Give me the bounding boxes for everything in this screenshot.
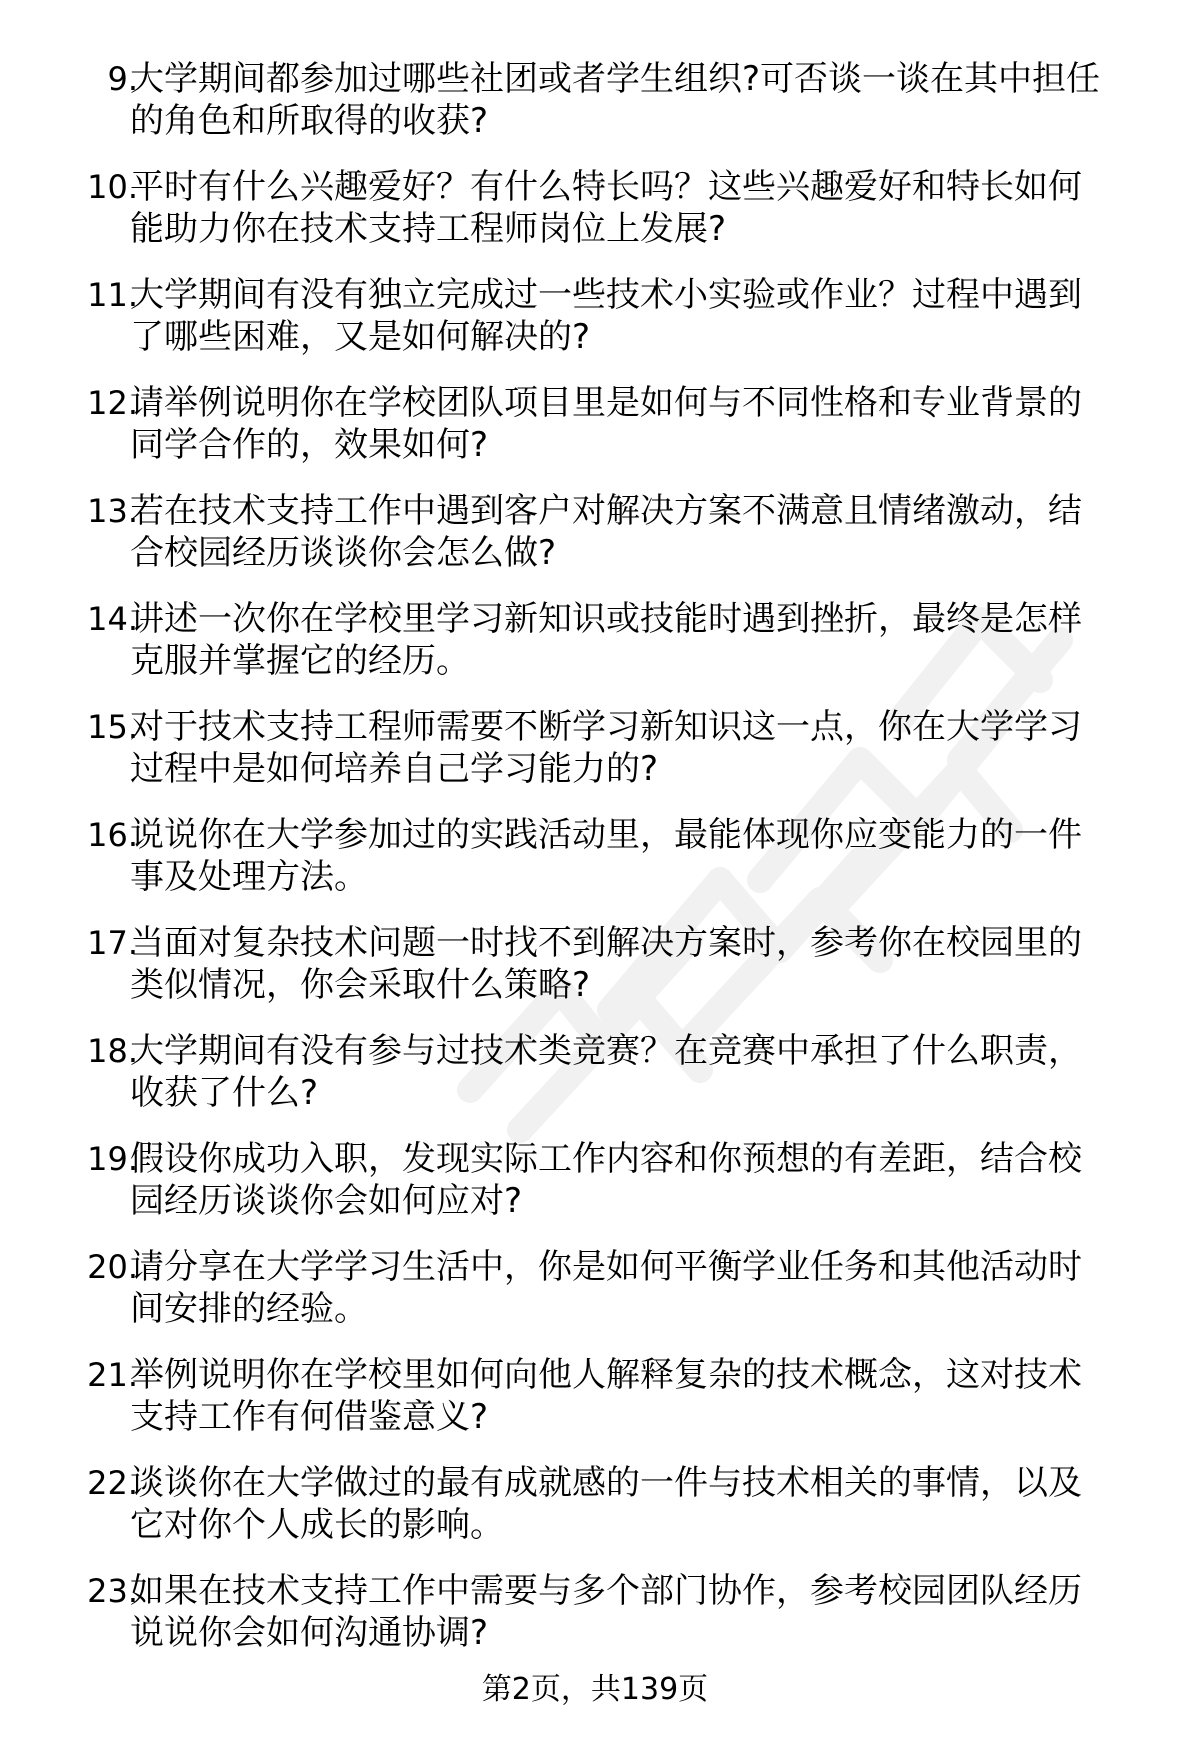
question-number: 12. <box>87 384 138 422</box>
question-line: 谈谈你在大学做过的最有成就感的一件与技术相关的事情，以及 <box>130 1463 1082 1503</box>
page-number: 第2页，共139页 <box>481 1672 709 1707</box>
question-line: 平时有什么兴趣爱好？有什么特长吗？这些兴趣爱好和特长如何 <box>130 167 1082 207</box>
question-item <box>0 1030 1190 1138</box>
question-item <box>0 1246 1190 1354</box>
question-item <box>0 382 1190 490</box>
question-line: 当面对复杂技术问题一时找不到解决方案时，参考你在校园里的 <box>130 923 1082 963</box>
question-text <box>130 706 1170 790</box>
question-number: 15. <box>87 708 138 746</box>
question-item <box>0 1462 1190 1570</box>
question-text <box>130 1246 1170 1330</box>
question-number: 22. <box>87 1464 138 1502</box>
question-text <box>130 1138 1170 1222</box>
question-text <box>130 1462 1170 1546</box>
question-line: 说说你在大学参加过的实践活动里，最能体现你应变能力的一件 <box>130 815 1082 855</box>
question-line: 讲述一次你在学校里学习新知识或技能时遇到挫折，最终是怎样 <box>130 599 1082 639</box>
question-text <box>130 166 1170 250</box>
question-line: 了哪些困难，又是如何解决的? <box>130 317 591 357</box>
question-text <box>130 274 1170 358</box>
question-line: 请分享在大学学习生活中，你是如何平衡学业任务和其他活动时 <box>130 1247 1082 1287</box>
question-line: 支持工作有何借鉴意义? <box>130 1397 489 1437</box>
question-line: 类似情况，你会采取什么策略? <box>130 965 591 1005</box>
question-number: 14. <box>87 600 138 638</box>
question-line: 的角色和所取得的收获? <box>130 101 489 141</box>
question-item <box>0 166 1190 274</box>
question-line: 对于技术支持工程师需要不断学习新知识这一点，你在大学学习 <box>130 707 1082 747</box>
question-line: 事及处理方法。 <box>130 857 368 897</box>
question-line: 它对你个人成长的影响。 <box>130 1505 504 1545</box>
question-number: 11. <box>87 276 138 314</box>
question-text <box>130 58 1170 142</box>
question-item <box>0 814 1190 922</box>
question-line: 假设你成功入职，发现实际工作内容和你预想的有差距，结合校 <box>130 1139 1082 1179</box>
question-line: 合校园经历谈谈你会怎么做? <box>130 533 557 573</box>
question-text <box>130 1354 1170 1438</box>
question-number: 21. <box>87 1356 138 1394</box>
question-item <box>0 922 1190 1030</box>
question-text <box>130 1570 1170 1654</box>
question-text <box>130 598 1170 682</box>
question-line: 克服并掌握它的经历。 <box>130 641 470 681</box>
question-item <box>0 58 1190 166</box>
question-number: 17. <box>87 924 138 962</box>
page-footer <box>0 1670 1190 1710</box>
question-line: 请举例说明你在学校团队项目里是如何与不同性格和专业背景的 <box>130 383 1082 423</box>
question-line: 收获了什么? <box>130 1073 319 1113</box>
question-item <box>0 598 1190 706</box>
question-line: 如果在技术支持工作中需要与多个部门协作，参考校园团队经历 <box>130 1571 1082 1611</box>
question-item <box>0 490 1190 598</box>
question-item <box>0 1570 1190 1678</box>
question-number: 23. <box>87 1572 138 1610</box>
question-number: 10. <box>87 168 138 206</box>
question-text <box>130 814 1170 898</box>
question-line: 大学期间有没有独立完成过一些技术小实验或作业？过程中遇到 <box>130 275 1082 315</box>
question-number: 13. <box>87 492 138 530</box>
question-line: 同学合作的，效果如何? <box>130 425 489 465</box>
question-line: 能助力你在技术支持工程师岗位上发展? <box>130 209 727 249</box>
question-text <box>130 490 1170 574</box>
question-number: 18. <box>87 1032 138 1070</box>
question-line: 园经历谈谈你会如何应对? <box>130 1181 523 1221</box>
question-item <box>0 1138 1190 1246</box>
question-line: 若在技术支持工作中遇到客户对解决方案不满意且情绪激动，结 <box>130 491 1082 531</box>
question-text <box>130 1030 1170 1114</box>
question-line: 过程中是如何培养自己学习能力的? <box>130 749 659 789</box>
question-item <box>0 1354 1190 1462</box>
question-number: 16. <box>87 816 138 854</box>
question-text <box>130 922 1170 1006</box>
question-line: 间安排的经验。 <box>130 1289 368 1329</box>
question-line: 举例说明你在学校里如何向他人解释复杂的技术概念，这对技术 <box>130 1355 1082 1395</box>
question-number: 19. <box>87 1140 138 1178</box>
question-line: 大学期间都参加过哪些社团或者学生组织?可否谈一谈在其中担任 <box>130 59 1101 99</box>
question-text <box>130 382 1170 466</box>
question-number: 9. <box>107 60 138 98</box>
question-list <box>0 58 1190 1678</box>
question-item <box>0 706 1190 814</box>
question-line: 说说你会如何沟通协调? <box>130 1613 489 1653</box>
question-item <box>0 274 1190 382</box>
question-number: 20. <box>87 1248 138 1286</box>
question-line: 大学期间有没有参与过技术类竞赛？在竞赛中承担了什么职责， <box>130 1031 1082 1071</box>
